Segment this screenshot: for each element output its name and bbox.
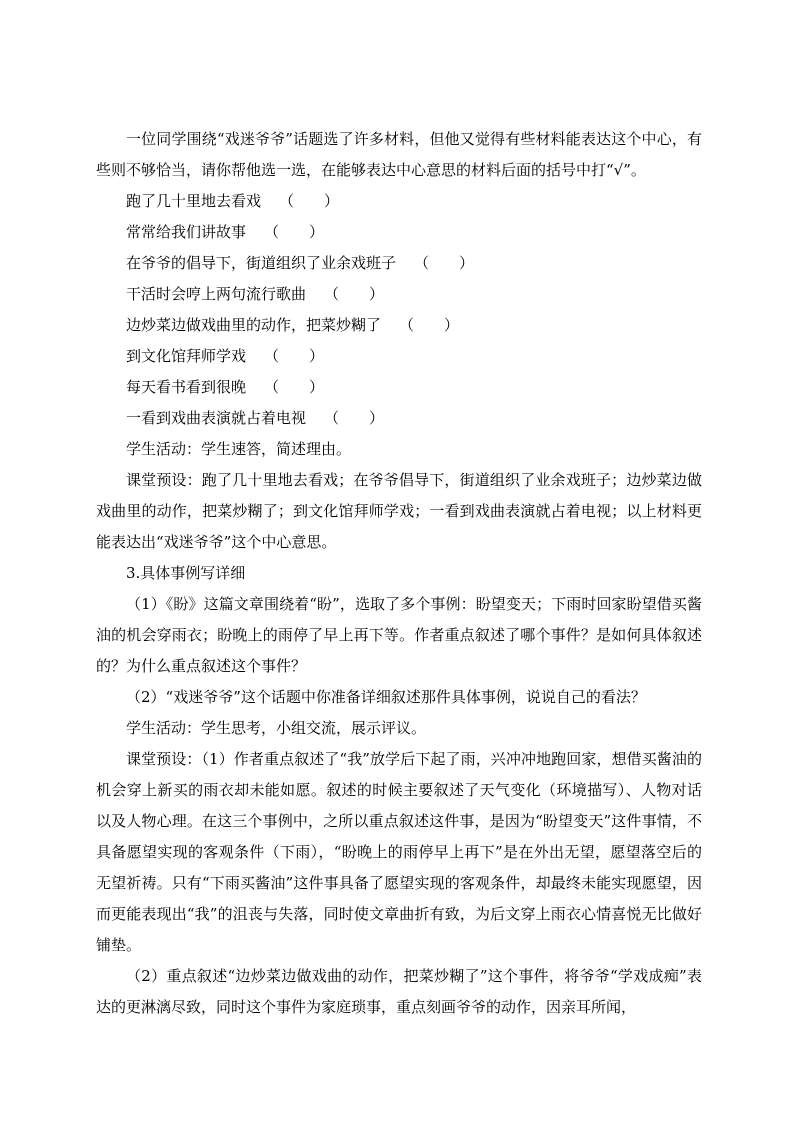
list-item	[96, 279, 702, 310]
classroom-preset-2: 课堂预设：（1）作者重点叙述了“我”放学后下起了雨，兴冲冲地跑回家，想借买酱油的机会穿上新买的雨衣却未能如愿。叙述的时候主要叙述了天气变化（环境描写）、人物对话以及人物心理。在这三个事例中，之所以重点叙述这件事，是因为“盼望变天”这件事情，不具备愿望实现的客观条件（下雨），“盼晚上的雨停早上再下”是在外出无望，愿望落空后的无望祈祷。只有“下雨买酱油”这件事具备了愿望实现的客观条件，却最终未能实现愿望，因而更能表现出“我”的沮丧与失落，同时使文章曲折有致，为后文穿上雨衣心情喜悦无比做好铺垫。	[96, 750, 702, 954]
choice-text: 每天看书看到很晚	[126, 378, 247, 396]
choice-text: 干活时会哼上两句流行歌曲	[126, 285, 307, 303]
answer-bracket: （ ）	[264, 347, 325, 365]
choice-list	[96, 186, 702, 434]
list-item	[96, 310, 702, 341]
choice-text: 一看到戏曲表演就占着电视	[126, 409, 307, 427]
list-item	[96, 372, 702, 403]
answer-bracket: （ ）	[324, 285, 385, 303]
answer-bracket: （ ）	[414, 254, 475, 272]
list-item	[96, 341, 702, 372]
classroom-preset-3: （2）重点叙述“边炒菜边做戏曲的动作，把菜炒糊了”这个事件，将爷爷“学戏成痴”表达的更淋漓尽致，同时这个事件为家庭琐事，重点刻画爷爷的动作，因亲耳所闻，	[96, 967, 702, 1016]
answer-bracket: （ ）	[399, 316, 460, 334]
list-item	[96, 403, 702, 434]
student-activity-2: 学生活动：学生思考，小组交流，展示评议。	[126, 719, 427, 737]
question-1: （1）《盼》这篇文章围绕着“盼”，选取了多个事例：盼望变天；下雨时回家盼望借买酱油的机会穿雨衣；盼晚上的雨停了早上再下等。作者重点叙述了哪个事件？是如何具体叙述的？为什么重点叙述这个事件？	[96, 595, 702, 675]
choice-text: 在爷爷的倡导下，街道组织了业余戏班子	[126, 254, 397, 272]
choice-text: 边炒菜边做戏曲里的动作，把菜炒糊了	[126, 316, 382, 334]
choice-text: 到文化馆拜师学戏	[126, 347, 247, 365]
intro-paragraph: 一位同学围绕“戏迷爷爷”话题选了许多材料，但他又觉得有些材料能表达这个中心，有些则不够恰当，请你帮他选一选，在能够表达中心意思的材料后面的括号中打“√”。	[96, 130, 702, 179]
answer-bracket: （ ）	[324, 409, 385, 427]
list-item	[96, 248, 702, 279]
choice-text: 常常给我们讲故事	[126, 223, 247, 241]
answer-bracket: （ ）	[264, 378, 325, 396]
document-page	[96, 124, 702, 1023]
choice-text: 跑了几十里地去看戏	[126, 192, 262, 210]
list-item	[96, 217, 702, 248]
student-activity-1: 学生活动：学生速答，简述理由。	[126, 440, 352, 458]
list-item	[96, 186, 702, 217]
classroom-preset-1: 课堂预设：跑了几十里地去看戏；在爷爷倡导下，街道组织了业余戏班子；边炒菜边做戏曲里的动作，把菜炒糊了；到文化馆拜师学戏；一看到戏曲表演就占着电视；以上材料更能表达出“戏迷爷爷”这个中心意思。	[96, 471, 702, 551]
question-2: （2）“戏迷爷爷”这个话题中你准备详细叙述那件具体事例，说说自己的看法？	[126, 688, 646, 706]
answer-bracket: （ ）	[279, 192, 340, 210]
section-heading-3: 3.具体事例写详细	[126, 564, 246, 582]
answer-bracket: （ ）	[264, 223, 325, 241]
